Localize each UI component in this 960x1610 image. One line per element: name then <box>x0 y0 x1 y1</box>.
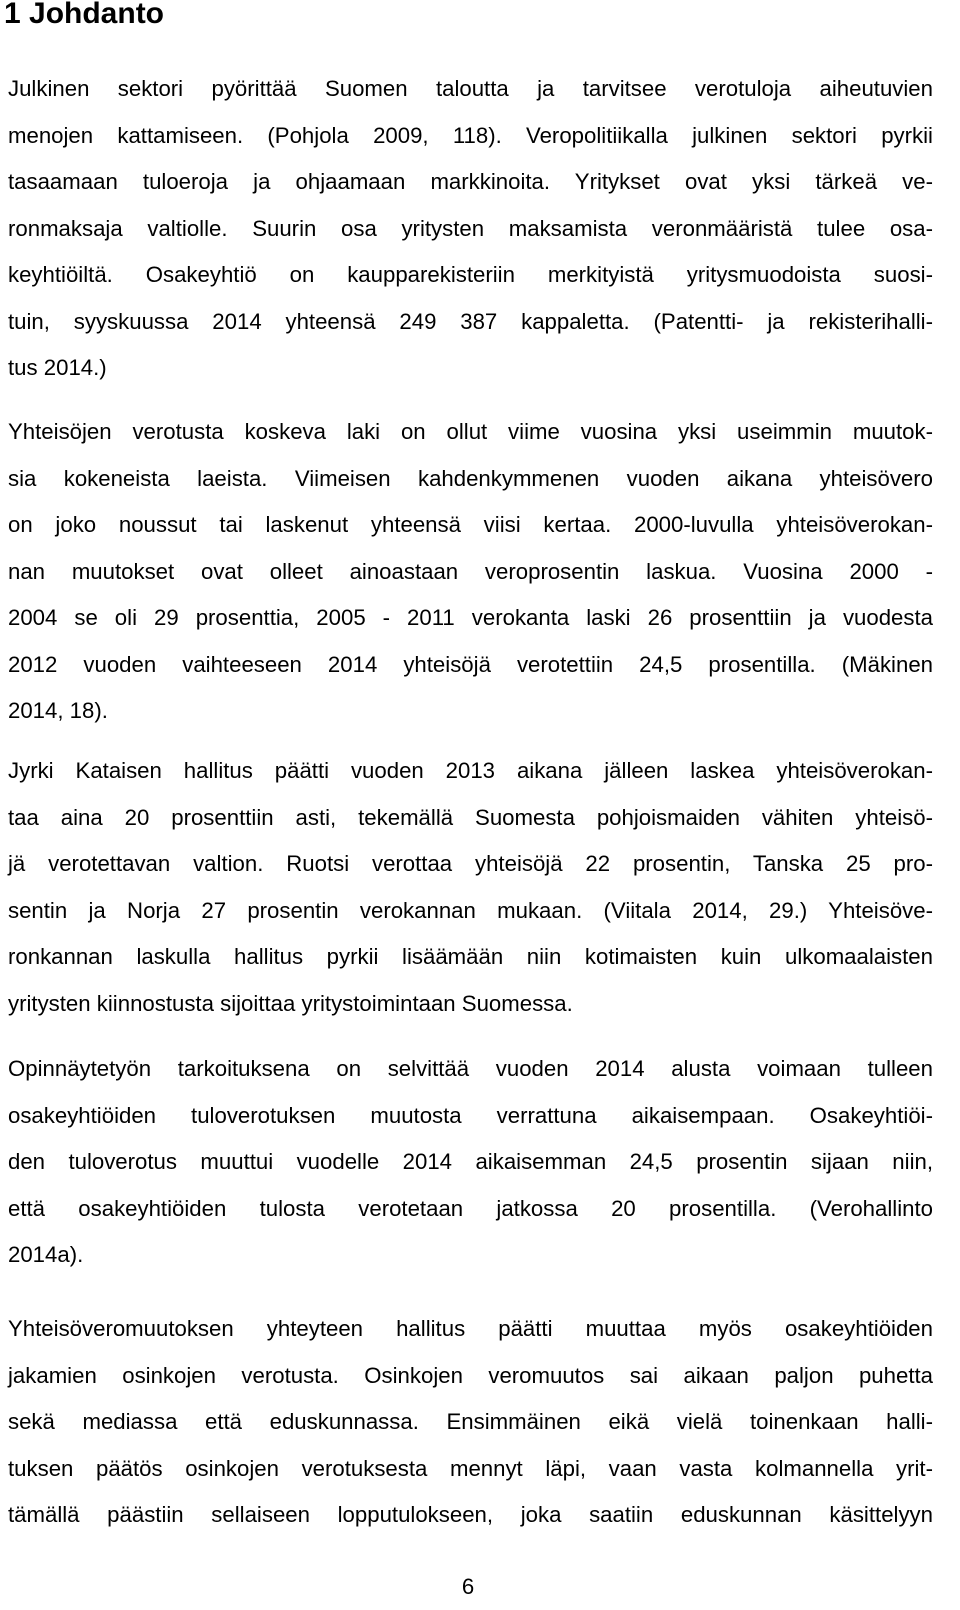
paragraph-thesis-purpose <box>8 1046 933 1279</box>
text-line: tuksen päätös osinkojen verotuksesta mennyt läpi, vaan vasta kolmannella yrit- <box>8 1455 933 1481</box>
text-line: on joko noussut tai laskenut yhteensä viisi kertaa. 2000-luvulla yhteisöverokan- <box>8 512 933 537</box>
page-number: 6 <box>461 1574 475 1599</box>
text-line: jakamien osinkojen verotusta. Osinkojen veromuutos sai aikaan paljon puhetta <box>8 1362 933 1388</box>
text-line: tuin, syyskuussa 2014 yhteensä 249 387 kappaletta. (Patentti- ja rekisterihalli- <box>8 308 933 334</box>
text-line: Opinnäytetyön tarkoituksena on selvittää vuoden 2014 alusta voimaan tulleen <box>8 1056 933 1081</box>
text-line: ronkannan laskulla hallitus pyrkii lisäämään niin kotimaisten kuin ulkomaalaisten <box>8 944 933 969</box>
text-line: yritysten kiinnostusta sijoittaa yritystoimintaan Suomessa. <box>8 990 573 1016</box>
text-line: 2014, 18). <box>8 698 108 723</box>
paragraph-tax-law-history <box>8 409 933 735</box>
text-line: 2012 vuoden vaihteeseen 2014 yhteisöjä verotettiin 24,5 prosentilla. (Mäkinen <box>8 651 933 677</box>
paragraph-intro <box>8 66 933 392</box>
text-line: sia kokeneista laeista. Viimeisen kahdenkymmenen vuoden aikana yhteisövero <box>8 465 933 491</box>
text-line: 2004 se oli 29 prosenttia, 2005 - 2011 verokanta laski 26 prosenttiin ja vuodesta <box>8 605 933 630</box>
text-line: Yhteisöveromuutoksen yhteyteen hallitus päätti muuttaa myös osakeyhtiöiden <box>8 1316 933 1341</box>
text-line: osakeyhtiöiden tuloverotuksen muutosta verrattuna aikaisempaan. Osakeyhtiöi- <box>8 1102 933 1128</box>
text-line: Julkinen sektori pyörittää Suomen taloutta ja tarvitsee verotuloja aiheutuvien <box>8 76 933 101</box>
chapter-heading: 1 Johdanto <box>4 0 165 30</box>
paragraph-government-decision <box>8 748 933 1027</box>
text-line: jä verotettavan valtion. Ruotsi verottaa yhteisöjä 22 prosentin, Tanska 25 pro- <box>8 851 933 876</box>
text-line: nan muutokset ovat olleet ainoastaan veroprosentin laskua. Vuosina 2000 - <box>8 558 933 584</box>
text-line: Jyrki Kataisen hallitus päätti vuoden 2013 aikana jälleen laskea yhteisöverokan- <box>8 758 933 783</box>
text-line: taa aina 20 prosenttiin asti, tekemällä Suomesta pohjoismaiden vähiten yhteisö- <box>8 804 933 830</box>
text-line: että osakeyhtiöiden tulosta verotetaan jatkossa 20 prosentilla. (Verohallinto <box>8 1195 933 1221</box>
text-line: keyhtiöiltä. Osakeyhtiö on kaupparekisteriin merkityistä yritysmuodoista suosi- <box>8 262 933 287</box>
paragraph-dividend-tax <box>8 1306 933 1539</box>
text-line: Yhteisöjen verotusta koskeva laki on ollut viime vuosina yksi useimmin muutok- <box>8 419 933 444</box>
text-line: tasaamaan tuloeroja ja ohjaamaan markkinoita. Yritykset ovat yksi tärkeä ve- <box>8 169 933 194</box>
text-line: den tuloverotus muuttui vuodelle 2014 aikaisemman 24,5 prosentin sijaan niin, <box>8 1149 933 1174</box>
text-line: 2014a). <box>8 1242 84 1267</box>
text-line: menojen kattamiseen. (Pohjola 2009, 118). Veropolitiikalla julkinen sektori pyrkii <box>8 122 933 148</box>
text-line: tämällä päästiin sellaiseen lopputulokseen, joka saatiin eduskunnan käsittelyyn <box>8 1502 933 1527</box>
text-line: sekä mediassa että eduskunnassa. Ensimmäinen eikä vielä toinenkaan halli- <box>8 1409 933 1434</box>
text-line: tus 2014.) <box>8 355 107 380</box>
text-line: sentin ja Norja 27 prosentin verokannan mukaan. (Viitala 2014, 29.) Yhteisöve- <box>8 897 933 923</box>
text-line: ronmaksaja valtiolle. Suurin osa yritysten maksamista veronmääristä tulee osa- <box>8 215 933 241</box>
